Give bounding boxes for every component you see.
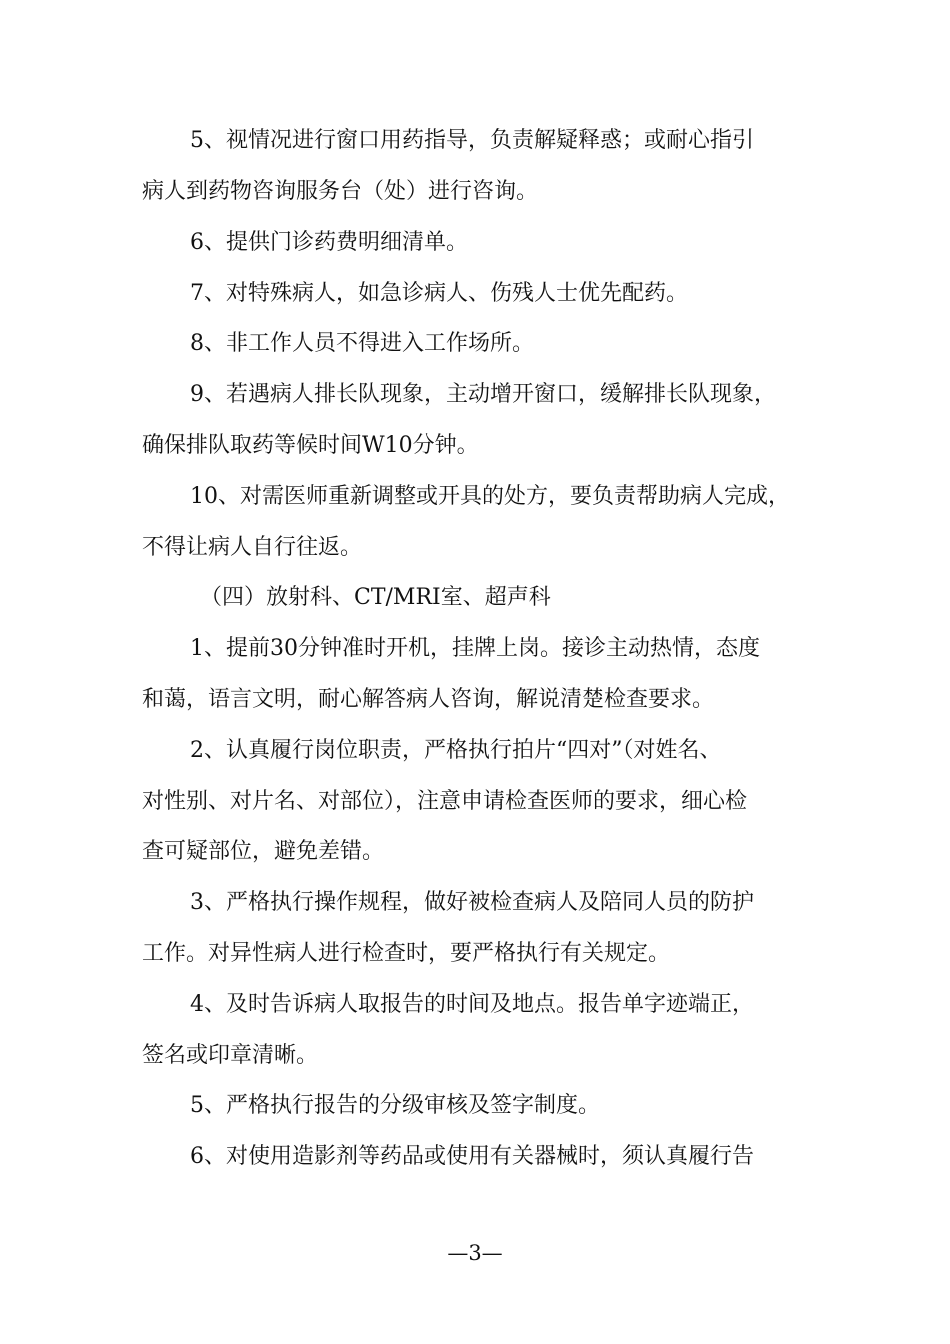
text-line: 对性别、对片名、对部位），注意申请检查医师的要求，细心检 [142, 789, 748, 814]
text-line: 病人到药物咨询服务台（处）进行咨询。 [142, 179, 539, 204]
text-line: 签名或印章清晰。 [142, 1043, 319, 1068]
text-line: 工作。对异性病人进行检查时，要严格执行有关规定。 [142, 941, 671, 966]
text-line: 7、对特殊病人，如急诊病人、伤残人士优先配药。 [190, 281, 688, 306]
text-line: 不得让病人自行往返。 [142, 535, 363, 560]
text-line: 1、提前30分钟准时开机，挂牌上岗。接诊主动热情，态度 [190, 636, 760, 661]
section-heading: （四）放射科、CT/MRI室、超声科 [200, 585, 551, 610]
text-line: 和蔼，语言文明，耐心解答病人咨询，解说清楚检查要求。 [142, 687, 715, 712]
text-line: 6、提供门诊药费明细清单。 [190, 230, 468, 255]
text-line: 确保排队取药等候时间W10分钟。 [142, 433, 479, 458]
text-line: 10、对需医师重新调整或开具的处方，要负责帮助病人完成， [190, 484, 790, 509]
text-line: 3、严格执行操作规程，做好被检查病人及陪同人员的防护 [190, 890, 754, 915]
page-number: —3— [447, 1241, 503, 1265]
text-line: 9、若遇病人排长队现象，主动增开窗口，缓解排长队现象， [190, 382, 776, 407]
text-line: 2、认真履行岗位职责，严格执行拍片“四对”（对姓名、 [190, 738, 722, 763]
text-line: 5、严格执行报告的分级审核及签字制度。 [190, 1093, 600, 1118]
text-line: 4、及时告诉病人取报告的时间及地点。报告单字迹端正， [190, 992, 754, 1017]
text-line: 8、非工作人员不得进入工作场所。 [190, 331, 534, 356]
text-line: 5、视情况进行窗口用药指导，负责解疑释惑；或耐心指引 [190, 128, 754, 153]
text-line: 6、对使用造影剂等药品或使用有关器械时，须认真履行告 [190, 1144, 754, 1169]
text-line: 查可疑部位，避免差错。 [142, 839, 385, 864]
